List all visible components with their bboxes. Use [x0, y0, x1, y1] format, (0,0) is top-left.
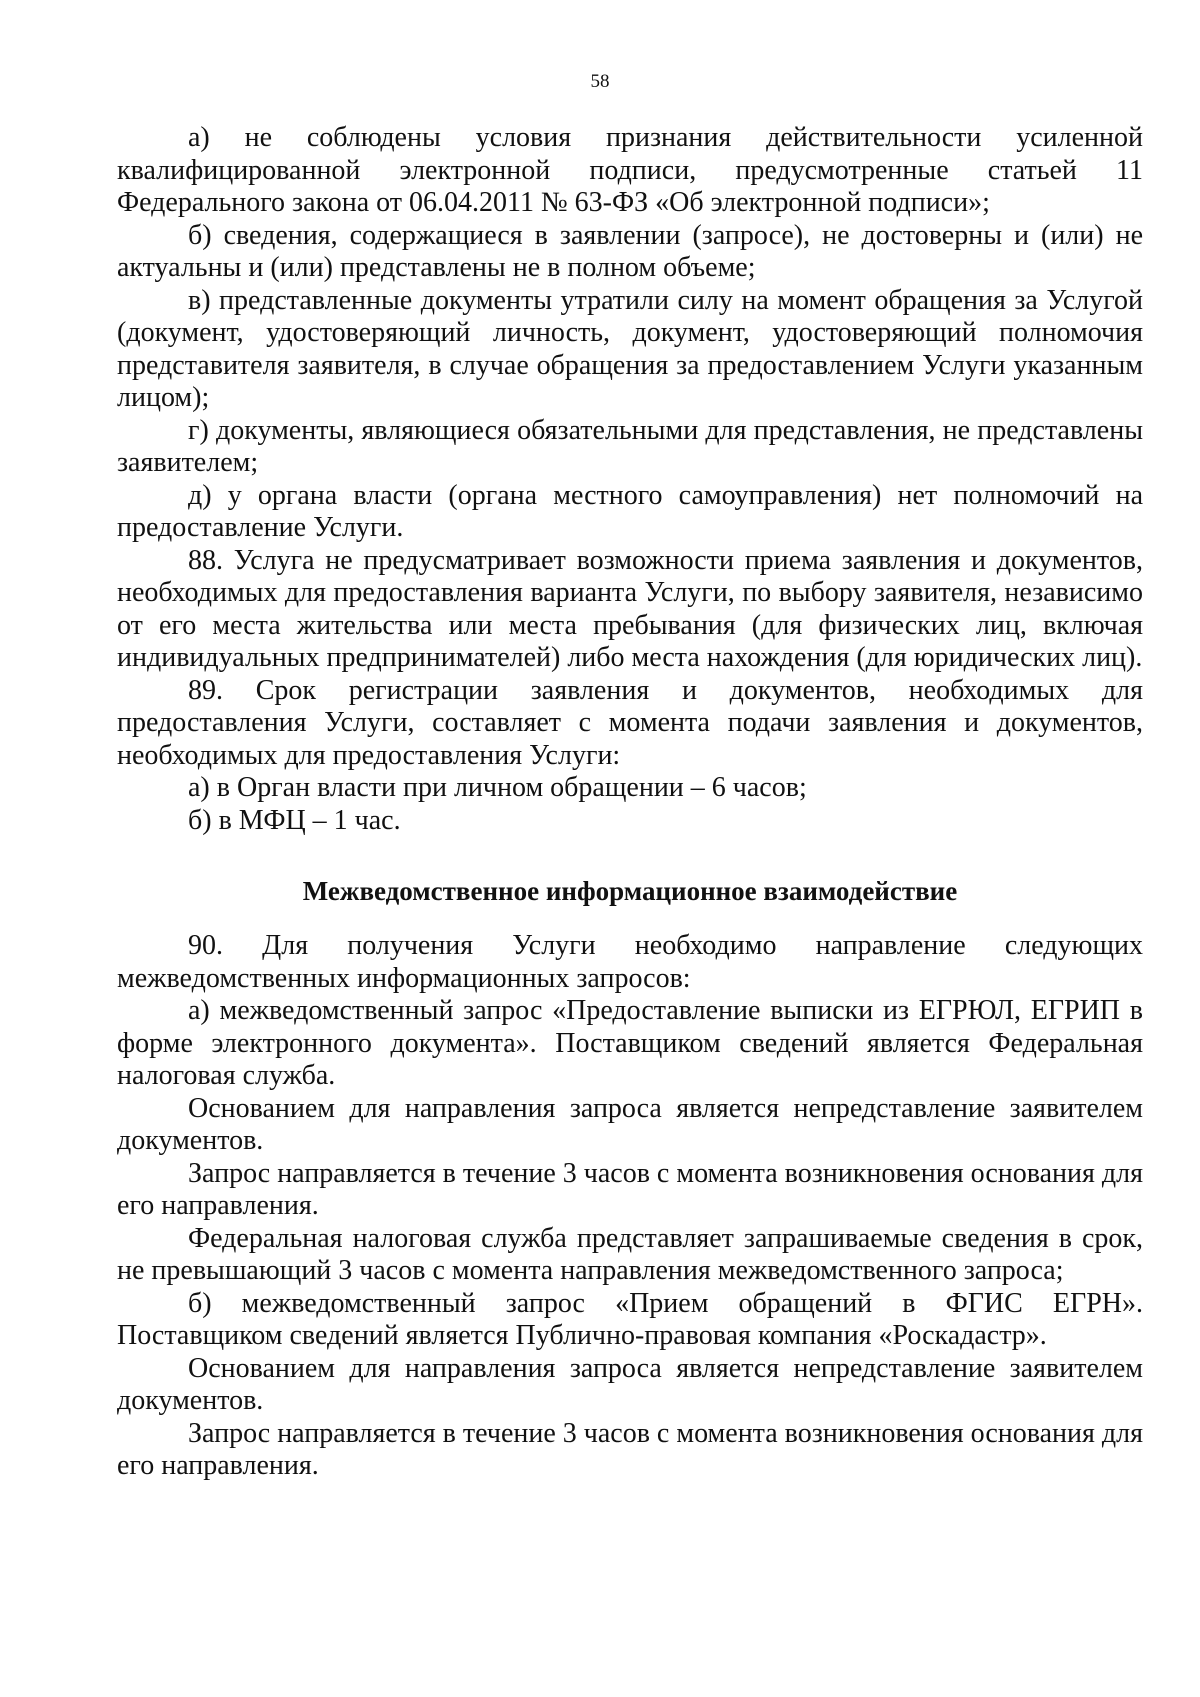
paragraph-89-a: а) в Орган власти при личном обращении – 6 часов; [188, 772, 807, 803]
paragraph-90-a: а) межведомственный запрос «Предоставление выписки из ЕГРЮЛ, ЕГРИП в форме электронного документа». Поставщиком сведений является Федеральная налоговая служба. [117, 995, 1143, 1091]
paragraph-89-b: б) в МФЦ – 1 час. [188, 804, 401, 836]
section-heading: Межведомственное информационное взаимодействие [302, 876, 958, 906]
document-body [117, 122, 1143, 1483]
paragraph-subitem-d: д) у органа власти (органа местного самоуправления) нет полномочий на предоставление Услуги. [117, 479, 1143, 543]
paragraph-90-a-basis: Основанием для направления запроса является непредставление заявителем документов. [117, 1092, 1143, 1156]
paragraph-90-b: б) межведомственный запрос «Прием обращений в ФГИС ЕГРН». Поставщиком сведений является Публично-правовая компания «Роскадастр». [117, 1287, 1143, 1351]
paragraph-90-b-basis: Основанием для направления запроса является непредставление заявителем документов. [117, 1352, 1143, 1416]
paragraph-subitem-g: г) документы, являющиеся обязательными для представления, не представлены заявителем; [117, 414, 1143, 478]
paragraph-90-b-timing: Запрос направляется в течение 3 часов с момента возникновения основания для его направления. [117, 1417, 1143, 1481]
paragraph-88: 88. Услуга не предусматривает возможности приема заявления и документов, необходимых для предоставления варианта Услуги, по выбору заявителя, независимо от его места жительства или места пребывания (для физических лиц, включая индивидуальных предпринимателей) либо места нахождения (для юридических лиц). [117, 544, 1143, 673]
paragraph-90: 90. Для получения Услуги необходимо направление следующих межведомственных информационных запросов: [117, 930, 1143, 994]
page-number: 58 [590, 71, 610, 92]
paragraph-89: 89. Срок регистрации заявления и документов, необходимых для предоставления Услуги, составляет с момента подачи заявления и документов, необходимых для предоставления Услуги: [117, 674, 1143, 771]
paragraph-subitem-a: а) не соблюдены условия признания действительности усиленной квалифицированной электронной подписи, предусмотренные статьей 11 Федерального закона от 06.04.2011 № 63-ФЗ «Об электронной подписи»; [117, 122, 1143, 218]
paragraph-90-a-timing: Запрос направляется в течение 3 часов с момента возникновения основания для его направления. [117, 1157, 1143, 1221]
paragraph-90-a-response: Федеральная налоговая служба представляет запрашиваемые сведения в срок, не превышающий 3 часов с момента направления межведомственного запроса; [117, 1222, 1143, 1286]
paragraph-subitem-b: б) сведения, содержащиеся в заявлении (запросе), не достоверны и (или) не актуальны и (или) представлены не в полном объеме; [117, 219, 1143, 283]
paragraph-subitem-v: в) представленные документы утратили силу на момент обращения за Услугой (документ, удостоверяющий личность, документ, удостоверяющий полномочия представителя заявителя, в случае обращения за предоставлением Услуги указанным лицом); [117, 284, 1143, 413]
